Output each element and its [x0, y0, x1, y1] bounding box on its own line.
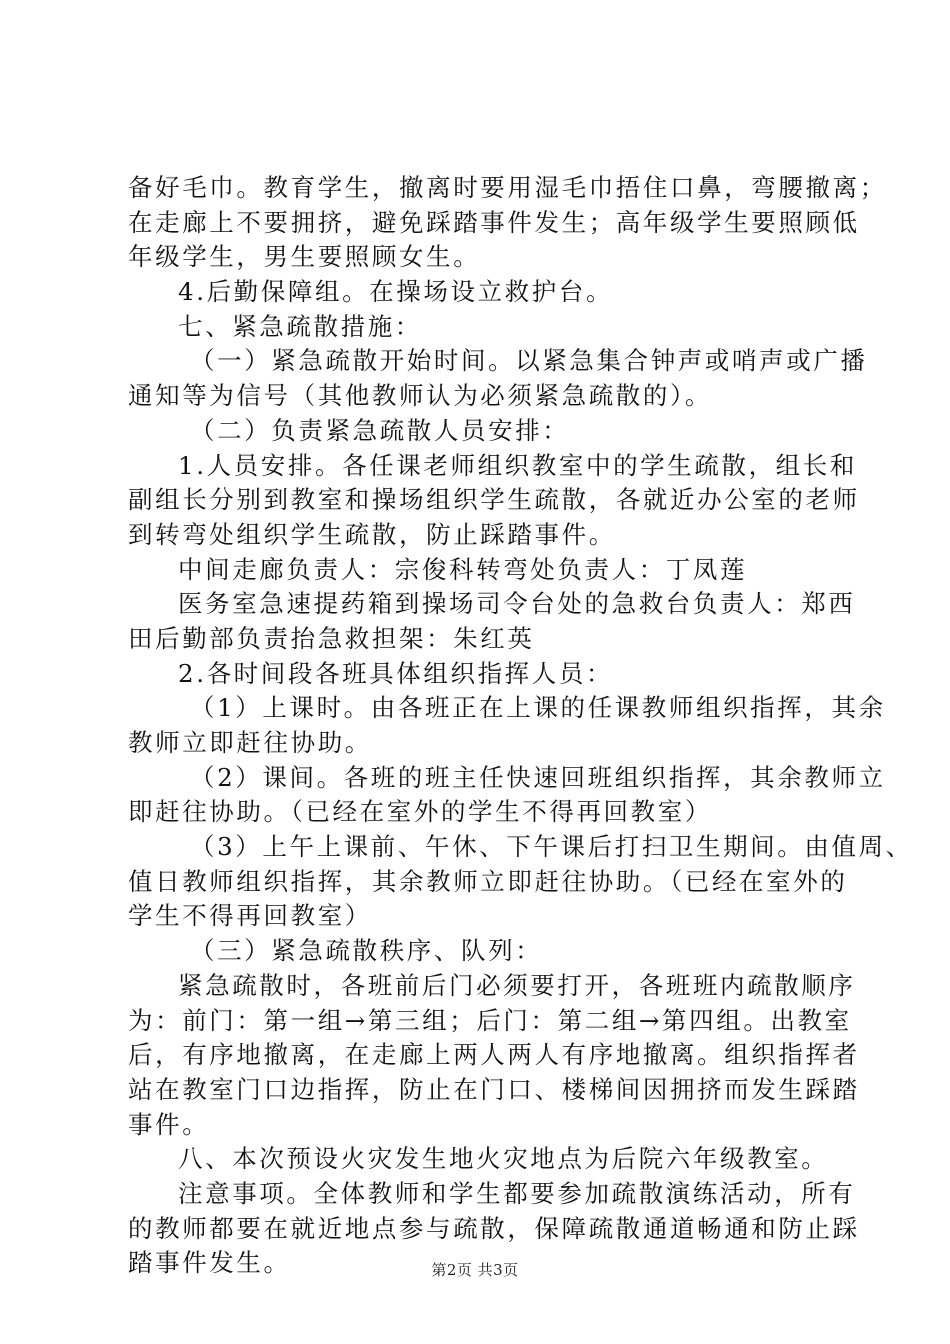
paragraph-line: 备好毛巾。教育学生，撤离时要用湿毛巾捂住口鼻，弯腰撤离；	[128, 173, 887, 202]
paragraph-line: （1）上课时。由各班正在上课的任课教师组织指挥，其余	[190, 693, 886, 723]
paragraph-line: 紧急疏散时，各班前后门必须要打开，各班班内疏散顺序	[178, 970, 856, 1000]
paragraph-line: （三）紧急疏散秩序、队列：	[190, 936, 543, 966]
paragraph-line: 1.人员安排。各任课老师组织教室中的学生疏散，组长和	[178, 450, 857, 480]
paragraph-line: 即赶往协助。（已经在室外的学生不得再回教室）	[128, 797, 712, 827]
paragraph-line: 通知等为信号（其他教师认为必须紧急疏散的）。	[128, 381, 712, 411]
paragraph-line: 八、本次预设火灾发生地火灾地点为后院六年级教室。	[178, 1144, 829, 1174]
paragraph-line: 年级学生，男生要照顾女生。	[128, 242, 481, 272]
paragraph-line: 站在教室门口边指挥，防止在门口、楼梯间因拥挤而发生踩踏	[128, 1074, 860, 1104]
paragraph-line: 踏事件发生。	[128, 1248, 291, 1278]
page-footer: 第2页 共3页	[431, 1261, 519, 1279]
paragraph-line: 教师立即赶往协助。	[128, 728, 372, 757]
document-body	[128, 171, 913, 1281]
paragraph-line: 事件。	[128, 1109, 210, 1139]
paragraph-line: 为：前门：第一组→第三组；后门：第二组→第四组。出教室	[128, 1005, 852, 1035]
paragraph-line: 学生不得再回教室）	[128, 901, 372, 931]
paragraph-line: 的教师都要在就近地点参与疏散，保障疏散通道畅通和防止踩	[128, 1213, 860, 1243]
paragraph-line: 后，有序地撤离，在走廊上两人两人有序地撤离。组织指挥者	[128, 1040, 860, 1070]
paragraph-line: 2.各时间段各班具体组织指挥人员：	[178, 658, 614, 688]
paragraph-line: 4.后勤保障组。在操场设立救护台。	[178, 277, 614, 307]
paragraph-line: （3）上午上课前、午休、下午课后打扫卫生期间。由值周、	[190, 832, 913, 862]
paragraph-line: 到转弯处组织学生疏散，防止踩踏事件。	[128, 519, 616, 549]
paragraph-line: 值日教师组织指挥，其余教师立即赶往协助。（已经在室外的	[128, 866, 848, 896]
paragraph-line: 中间走廊负责人：宗俊科转弯处负责人：丁凤莲	[178, 554, 748, 584]
paragraph-line: 副组长分别到教室和操场组织学生疏散，各就近办公室的老师	[128, 485, 860, 515]
paragraph-line: 注意事项。全体教师和学生都要参加疏散演练活动，所有	[178, 1178, 856, 1208]
paragraph-line: 田后勤部负责抬急救担架：朱红英	[128, 623, 535, 653]
paragraph-line: 医务室急速提药箱到操场司令台处的急救台负责人：郑西	[178, 589, 856, 619]
paragraph-line: （2）课间。各班的班主任快速回班组织指挥，其余教师立	[190, 762, 886, 792]
paragraph-line: 在走廊上不要拥挤，避免踩踏事件发生；高年级学生要照顾低	[128, 207, 860, 237]
paragraph-line: 七、紧急疏散措施：	[178, 311, 422, 341]
paragraph-line: （二）负责紧急疏散人员安排：	[190, 415, 570, 445]
paragraph-line: （一）紧急疏散开始时间。以紧急集合钟声或哨声或广播	[190, 346, 868, 376]
